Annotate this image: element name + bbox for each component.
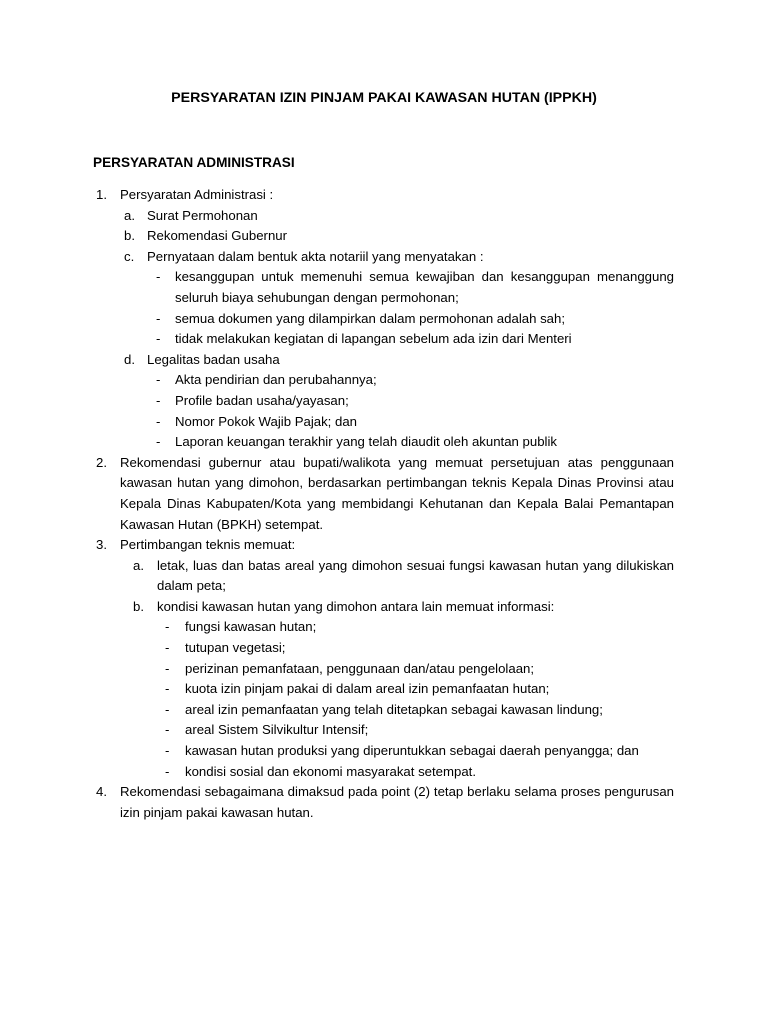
sub-item	[0, 556, 768, 597]
bullet-text: tidak melakukan kegiatan di lapangan sebelum ada izin dari Menteri	[175, 331, 572, 347]
bullet-dash: -	[165, 681, 170, 697]
bullet-text: kuota izin pinjam pakai di dalam areal izin pemanfaatan hutan;	[185, 681, 550, 697]
sub-item	[0, 350, 768, 371]
bullet-dash: -	[156, 392, 161, 408]
bullet-dash: -	[156, 269, 161, 285]
sub-item	[0, 597, 768, 618]
bullet-dash: -	[165, 743, 170, 759]
section-heading: PERSYARATAN ADMINISTRASI	[93, 155, 295, 170]
bullet-dash: -	[156, 413, 161, 429]
bullet-dash: -	[156, 372, 161, 388]
bullet-item	[0, 720, 768, 741]
list-item	[0, 185, 768, 206]
list-item	[0, 782, 768, 823]
bullet-item	[0, 432, 768, 453]
sub-item-letter: c.	[124, 248, 135, 264]
sub-item-text: letak, luas dan batas areal yang dimohon sesuai fungsi kawasan hutan yang dilukiskan dalam peta;	[157, 557, 674, 594]
bullet-dash: -	[165, 763, 170, 779]
bullet-item	[0, 267, 768, 308]
bullet-dash: -	[156, 434, 161, 450]
item-text: Rekomendasi sebagaimana dimaksud pada point (2) tetap berlaku selama proses pengurusan izin pinjam pakai kawasan hutan.	[120, 784, 674, 820]
bullet-item	[0, 700, 768, 721]
bullet-dash: -	[156, 310, 161, 326]
sub-item-letter: b.	[124, 228, 135, 244]
sub-item-letter: a.	[133, 557, 144, 573]
bullet-item	[0, 741, 768, 762]
bullet-text: Profile badan usaha/yayasan;	[175, 392, 349, 408]
sub-item	[0, 206, 768, 227]
item-number: 1.	[96, 187, 107, 202]
bullet-dash: -	[165, 660, 170, 676]
sub-item-text: Surat Permohonan	[147, 207, 258, 223]
bullet-item	[0, 617, 768, 638]
item-text: Rekomendasi gubernur atau bupati/walikota yang memuat persetujuan atas penggunaan kawasan hutan yang dimohon, berdasarkan pertimbangan teknis Kepala Dinas Provinsi atau Kepala Dinas Kabupaten/Kota yang membidangi Kehutanan dan Kepala Balai Pemantapan Kawasan Hutan (BPKH) setempat.	[120, 454, 674, 532]
sub-item	[0, 247, 768, 268]
requirements-list	[0, 185, 768, 823]
item-number: 3.	[96, 537, 107, 553]
bullet-item	[0, 412, 768, 433]
sub-item-letter: b.	[133, 598, 144, 614]
bullet-text: areal izin pemanfaatan yang telah ditetapkan sebagai kawasan lindung;	[185, 701, 603, 717]
bullet-text: kondisi sosial dan ekonomi masyarakat setempat.	[185, 763, 477, 779]
bullet-text: kesanggupan untuk memenuhi semua kewajiban dan kesanggupan menanggung seluruh biaya sehubungan dengan permohonan;	[175, 269, 674, 305]
bullet-text: Nomor Pokok Wajib Pajak; dan	[175, 413, 358, 429]
sub-item-letter: a.	[124, 207, 135, 223]
item-text: Persyaratan Administrasi :	[120, 187, 274, 202]
bullet-item	[0, 309, 768, 330]
sub-item-text: Legalitas badan usaha	[147, 351, 280, 367]
bullet-text: perizinan pemanfataan, penggunaan dan/atau pengelolaan;	[185, 660, 535, 676]
bullet-dash: -	[165, 619, 170, 635]
bullet-dash: -	[165, 640, 170, 656]
bullet-text: kawasan hutan produksi yang diperuntukkan sebagai daerah penyangga; dan	[185, 743, 639, 759]
bullet-text: fungsi kawasan hutan;	[185, 619, 317, 635]
bullet-text: tutupan vegetasi;	[185, 640, 286, 656]
bullet-text: areal Sistem Silvikultur Intensif;	[185, 722, 369, 738]
bullet-item	[0, 638, 768, 659]
bullet-item	[0, 679, 768, 700]
sub-item	[0, 226, 768, 247]
sub-item-text: kondisi kawasan hutan yang dimohon antara lain memuat informasi:	[157, 598, 555, 614]
item-number: 2.	[96, 454, 107, 470]
bullet-item	[0, 370, 768, 391]
item-number: 4.	[96, 784, 107, 800]
sub-item-text: Pernyataan dalam bentuk akta notariil yang menyatakan :	[147, 248, 484, 264]
bullet-text: Akta pendirian dan perubahannya;	[175, 372, 377, 388]
bullet-item	[0, 659, 768, 680]
bullet-item	[0, 329, 768, 350]
bullet-text: Laporan keuangan terakhir yang telah diaudit oleh akuntan publik	[175, 434, 557, 450]
list-item	[0, 453, 768, 535]
bullet-item	[0, 391, 768, 412]
bullet-item	[0, 762, 768, 783]
bullet-dash: -	[156, 331, 161, 347]
item-text: Pertimbangan teknis memuat:	[120, 537, 296, 553]
bullet-dash: -	[165, 722, 170, 738]
sub-item-text: Rekomendasi Gubernur	[147, 228, 288, 244]
document-title: PERSYARATAN IZIN PINJAM PAKAI KAWASAN HUTAN (IPPKH)	[171, 90, 597, 106]
bullet-dash: -	[165, 701, 170, 717]
bullet-text: semua dokumen yang dilampirkan dalam permohonan adalah sah;	[175, 310, 566, 326]
sub-item-letter: d.	[124, 351, 135, 367]
list-item	[0, 535, 768, 556]
